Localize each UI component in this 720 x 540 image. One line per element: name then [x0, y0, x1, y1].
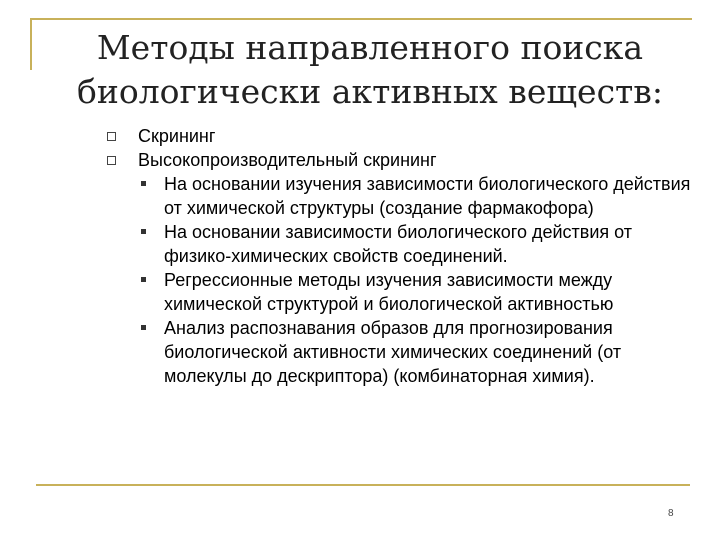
- filled-square-bullet-icon: [141, 181, 146, 186]
- sub-bullet-text: На основании зависимости биологического действия от физико-химических свойств соединений.: [164, 222, 633, 266]
- frame-bottom-line: [36, 484, 690, 486]
- bullet-text: Высокопроизводительный скрининг: [138, 150, 437, 170]
- frame-left-line: [30, 18, 32, 70]
- slide-content: [0, 124, 720, 388]
- hollow-square-bullet-icon: [107, 156, 116, 165]
- sub-bullet-text: Регрессионные методы изучения зависимости между химической структурой и биологической активностью: [164, 270, 614, 314]
- filled-square-bullet-icon: [141, 325, 146, 330]
- bullet-text: Скрининг: [138, 126, 216, 146]
- sub-bullet-item: [0, 172, 720, 220]
- hollow-square-bullet-icon: [107, 132, 116, 141]
- slide-title: [40, 26, 700, 114]
- sub-bullet-text: Анализ распознавания образов для прогнозирования биологической активности химических соединений (от молекулы до дескриптора) (комбинаторная химия).: [164, 318, 622, 386]
- frame-top-line: [30, 18, 692, 20]
- filled-square-bullet-icon: [141, 277, 146, 282]
- bullet-item-hts: [0, 148, 720, 172]
- sub-bullet-item: [0, 220, 720, 268]
- title-line-2: биологически активных веществ:: [76, 72, 664, 111]
- filled-square-bullet-icon: [141, 229, 146, 234]
- bullet-item-screening: [0, 124, 720, 148]
- page-number: 8: [668, 508, 674, 519]
- sub-bullet-item: [0, 316, 720, 388]
- title-line-1: Методы направленного поиска: [96, 28, 644, 67]
- sub-bullet-text: На основании изучения зависимости биологического действия от химической структуры (создание фармакофора): [164, 174, 691, 218]
- sub-bullet-item: [0, 268, 720, 316]
